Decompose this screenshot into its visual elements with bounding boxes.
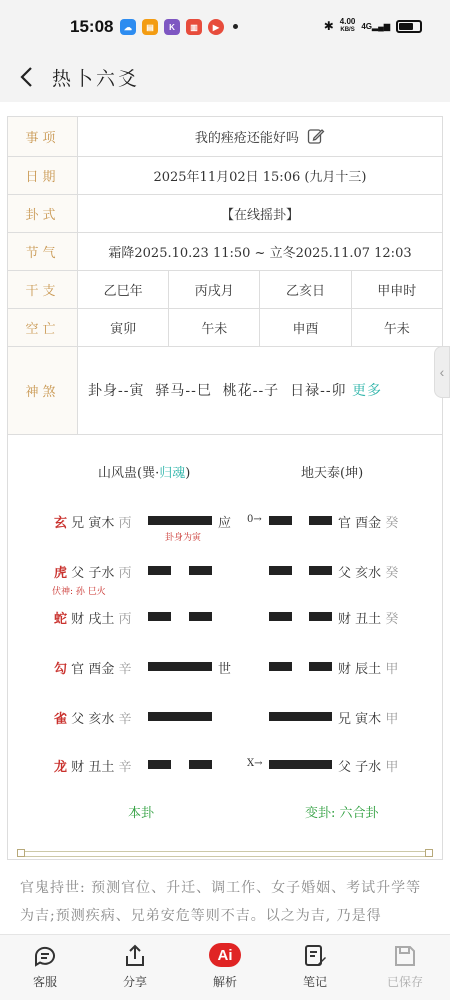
liushen: 玄 [54, 516, 68, 531]
ai-badge-text: Ai [217, 946, 233, 964]
shi-ying-mark: 应 [218, 516, 232, 531]
bian-yao-yang [269, 760, 332, 769]
tiangan: 丙 [118, 516, 132, 531]
liushen: 勾 [54, 662, 68, 677]
bian-tiangan: 癸 [385, 566, 399, 581]
liushen: 雀 [54, 712, 68, 727]
shensha-value [78, 347, 443, 435]
app-icon: K [164, 19, 180, 35]
shensha-row [8, 347, 443, 435]
save-icon [392, 943, 418, 969]
ben-gua-name-c: ) [185, 466, 191, 481]
bian-dizhi: 丑土 [355, 612, 382, 627]
ben-yao-info [54, 708, 131, 728]
solar-term-row [8, 233, 443, 271]
bian-tiangan: 甲 [385, 760, 399, 775]
dizhi: 亥水 [88, 712, 115, 727]
app-icon: ▥ [186, 19, 202, 35]
kongwang-day: 申酉 [260, 309, 351, 347]
bian-yao-info [338, 608, 398, 628]
date-value: 2025年11月02日 15:06 (九月十三) [78, 157, 443, 195]
bian-yao-info [338, 756, 398, 776]
back-icon[interactable] [16, 64, 40, 90]
item-label: 事项 [8, 117, 78, 157]
bian-liuqin: 父 [338, 566, 352, 581]
nav-ai[interactable] [180, 935, 270, 1000]
status-time: 15:08 [70, 17, 114, 36]
battery-icon [396, 20, 422, 33]
notification-icons [120, 19, 224, 35]
dizhi: 戌土 [88, 612, 115, 627]
tiangan: 丙 [118, 612, 132, 627]
side-handle[interactable] [434, 346, 450, 398]
ganzhi-month: 丙戌月 [169, 271, 260, 309]
page-title: 热卜六爻 [52, 68, 141, 90]
network-type: 4G [361, 21, 373, 31]
shensha-label: 神煞 [8, 347, 78, 435]
bluetooth-icon: ✱ [323, 19, 334, 33]
kongwang-row [8, 309, 443, 347]
bian-yao-info [338, 708, 398, 728]
bian-liuqin: 财 [338, 662, 352, 677]
nav-service-label: 客服 [32, 975, 57, 989]
gua-box [7, 432, 443, 860]
method-row [8, 195, 443, 233]
kongwang-label: 空亡 [8, 309, 78, 347]
bottom-nav [0, 934, 450, 1000]
method-label: 卦式 [8, 195, 78, 233]
speed-value: 4.00 [339, 17, 356, 26]
liuqin: 官 [71, 662, 85, 677]
ganzhi-day-text: 乙亥日 [286, 284, 326, 299]
dizhi: 寅木 [88, 516, 115, 531]
nav-share-label: 分享 [122, 975, 147, 989]
shensha-more-link[interactable]: 更多 [352, 382, 382, 399]
dizhi: 酉金 [88, 662, 115, 677]
fu-shen-note: 伏神: 孙 巳火 [52, 587, 106, 597]
ganzhi-label: 干支 [8, 271, 78, 309]
bian-yao-yin [269, 612, 292, 621]
net-speed [340, 18, 356, 34]
liuqin: 财 [71, 760, 85, 775]
explanation-text: 官鬼持世: 预测官位、升迁、调工作、女子婚姻、考试升学等为吉;预测疾病、兄弟安危等则不吉。以之为吉, 乃是得 [20, 880, 422, 924]
bian-yao-info [338, 512, 398, 532]
bian-dizhi: 辰土 [355, 662, 382, 677]
tiangan: 丙 [118, 566, 132, 581]
liuqin: 兄 [71, 516, 85, 531]
nav-saved-label: 已保存 [386, 975, 423, 989]
date-label: 日期 [8, 157, 78, 195]
ganzhi-year: 乙巳年 [78, 271, 169, 309]
ben-yao-yang [148, 516, 212, 525]
tiangan: 辛 [118, 662, 132, 677]
bian-yao-info [338, 658, 398, 678]
nav-notes-label: 笔记 [302, 975, 327, 989]
ganzhi-row [8, 271, 443, 309]
status-bar [0, 0, 450, 52]
liuqin: 父 [71, 566, 85, 581]
ben-yao-info [54, 608, 131, 628]
bian-yao-info [338, 562, 398, 582]
bian-tiangan: 癸 [385, 516, 399, 531]
kongwang-year: 寅卯 [78, 309, 169, 347]
bian-yao-yin [309, 612, 332, 621]
liushen: 龙 [54, 760, 68, 775]
bian-liuqin: 父 [338, 760, 352, 775]
ben-yao-yin [148, 612, 171, 621]
ben-yao-info [54, 512, 131, 532]
solar-term-value: 霜降2025.10.23 11:50 ~ 立冬2025.11.07 12:03 [78, 233, 443, 271]
ben-yao-yin [189, 566, 212, 575]
ben-yao-yin [148, 760, 171, 769]
notification-dot-icon [233, 24, 238, 29]
dizhi: 子水 [88, 566, 115, 581]
ben-yao-info [54, 756, 131, 776]
bian-liuqin: 财 [338, 612, 352, 627]
nav-ai-label: 解析 [212, 975, 237, 989]
bian-gua-footer: 变卦: 六合卦 [305, 806, 379, 821]
bian-yao-yin [309, 566, 332, 575]
nav-share[interactable] [90, 935, 180, 1000]
notes-icon [302, 943, 328, 969]
divider [20, 851, 430, 857]
ben-gua-name-a: 山风蛊(巽· [98, 466, 160, 481]
bian-dizhi: 亥水 [355, 566, 382, 581]
play-icon: ▶ [208, 19, 224, 35]
ben-gua-footer: 本卦 [128, 806, 155, 821]
kongwang-month: 午未 [169, 309, 260, 347]
edit-icon[interactable] [307, 127, 325, 145]
bian-yao-yang [269, 712, 332, 721]
bian-gua-name: 地天泰(坤) [301, 466, 364, 481]
app-icon: ▤ [142, 19, 158, 35]
chat-icon [32, 943, 58, 969]
bian-yao-yin [269, 516, 292, 525]
dizhi: 丑土 [88, 760, 115, 775]
bian-dizhi: 子水 [355, 760, 382, 775]
bian-yao-yin [269, 566, 292, 575]
liushen: 虎 [54, 566, 68, 581]
gua-shen-note: 卦身为寅 [165, 533, 202, 543]
change-mark: 0→ [247, 514, 262, 525]
share-icon [122, 943, 148, 969]
ben-yao-yin [189, 612, 212, 621]
tiangan: 辛 [118, 712, 132, 727]
solar-term-label: 节气 [8, 233, 78, 271]
bian-tiangan: 甲 [385, 662, 399, 677]
ai-icon [209, 943, 241, 967]
bian-tiangan: 甲 [385, 712, 399, 727]
info-table [7, 116, 443, 435]
date-row [8, 157, 443, 195]
ganzhi-day [260, 271, 351, 309]
shensha-text: 卦身--寅 驿马--巳 桃花--子 日禄--卯 [88, 382, 352, 399]
change-mark: X→ [247, 758, 263, 769]
kongwang-hour: 午未 [351, 309, 442, 347]
content-area [0, 102, 450, 934]
bian-dizhi: 寅木 [355, 712, 382, 727]
ben-yao-yin [189, 760, 212, 769]
ben-gua-name [98, 462, 190, 481]
shi-ying-mark: 世 [218, 662, 232, 677]
bian-liuqin: 兄 [338, 712, 352, 727]
speed-unit: KB/S [340, 27, 355, 33]
app-icon: ☁ [120, 19, 136, 35]
item-value: 我的痤疮还能好吗 [194, 131, 299, 146]
bian-yao-yin [269, 662, 292, 671]
ganzhi-hour: 甲申时 [351, 271, 442, 309]
item-row [8, 117, 443, 157]
app-header [0, 52, 450, 102]
ben-yao-yang [148, 662, 212, 671]
nav-service[interactable] [0, 935, 90, 1000]
method-value: 【在线摇卦】 [78, 195, 443, 233]
bian-tiangan: 癸 [385, 612, 399, 627]
liuqin: 父 [71, 712, 85, 727]
ben-yao-info [54, 658, 131, 678]
ben-yao-yin [148, 566, 171, 575]
tiangan: 辛 [118, 760, 132, 775]
bian-liuqin: 官 [338, 516, 352, 531]
signal-icon: 4G▂▄▆ [361, 21, 390, 31]
nav-saved[interactable] [360, 935, 450, 1000]
ben-yao-yang [148, 712, 212, 721]
liushen: 蛇 [54, 612, 68, 627]
bian-yao-yin [309, 662, 332, 671]
bian-yao-yin [309, 516, 332, 525]
bian-dizhi: 酉金 [355, 516, 382, 531]
chevron-left-icon: ‹ [439, 364, 445, 380]
liuqin: 财 [71, 612, 85, 627]
item-value-cell [78, 117, 443, 157]
ben-gua-palace: 归魂 [159, 466, 186, 481]
nav-notes[interactable] [270, 935, 360, 1000]
ben-yao-info [54, 562, 131, 582]
